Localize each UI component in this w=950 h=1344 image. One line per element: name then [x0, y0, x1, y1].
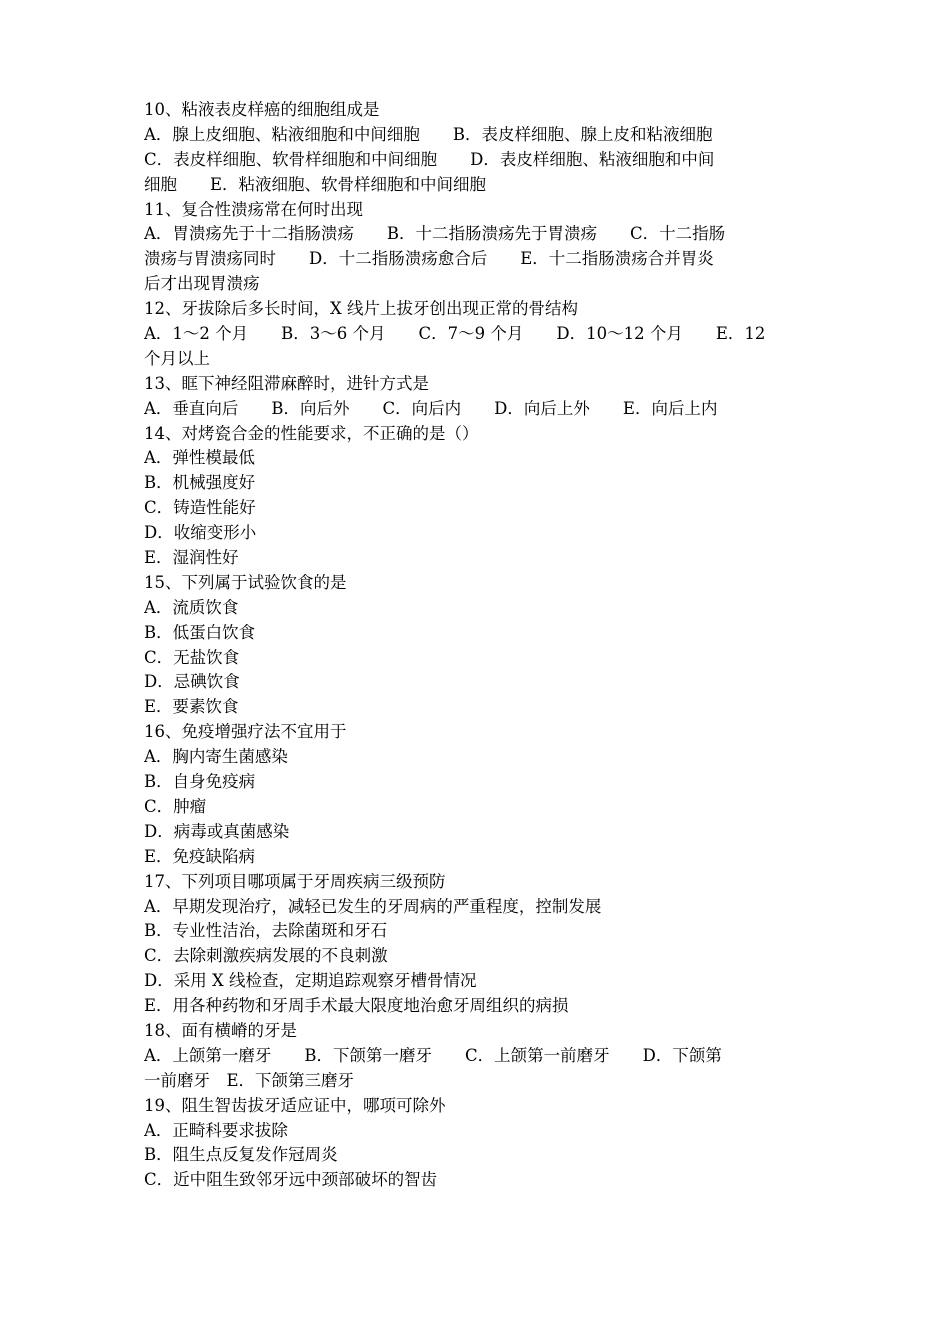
question-15-title: 15、下列属于试验饮食的是 — [144, 572, 347, 592]
question-16-option-c: C．肿瘤 — [144, 796, 207, 816]
question-19-title: 19、阻生智齿拔牙适应证中，哪项可除外 — [144, 1095, 446, 1115]
question-17-option-d: D．采用 X 线检查，定期追踪观察牙槽骨情况 — [144, 971, 477, 991]
question-17-option-c: C．去除刺激疾病发展的不良刺激 — [144, 946, 388, 966]
question-12-title: 12、牙拔除后多长时间，X 线片上拔牙创出现正常的骨结构 — [144, 299, 578, 319]
question-19-option-c: C．近中阻生致邻牙远中颈部破坏的智齿 — [144, 1170, 438, 1190]
question-10-options-line-3: 细胞 E．粘液细胞、软骨样细胞和中间细胞 — [144, 174, 487, 194]
question-11-options-line-1: A．胃溃疡先于十二指肠溃疡 B．十二指肠溃疡先于胃溃疡 C．十二指肠 — [144, 224, 726, 244]
question-15-option-d: D．忌碘饮食 — [144, 672, 240, 692]
question-16-option-a: A．胸内寄生菌感染 — [144, 747, 288, 767]
question-17-option-e: E．用各种药物和牙周手术最大限度地治愈牙周组织的病损 — [144, 996, 569, 1016]
question-19-option-b: B．阻生点反复发作冠周炎 — [144, 1145, 338, 1165]
question-10-options-line-1: A．腺上皮细胞、粘液细胞和中间细胞 B．表皮样细胞、腺上皮和粘液细胞 — [144, 124, 713, 144]
question-10-options-line-2: C．表皮样细胞、软骨样细胞和中间细胞 D．表皮样细胞、粘液细胞和中间 — [144, 149, 715, 169]
question-11-title: 11、复合性溃疡常在何时出现 — [144, 199, 363, 219]
question-17-title: 17、下列项目哪项属于牙周疾病三级预防 — [144, 871, 446, 891]
document-page — [144, 98, 808, 1193]
question-16-title: 16、免疫增强疗法不宜用于 — [144, 722, 347, 742]
question-19-option-a: A．正畸科要求拔除 — [144, 1120, 288, 1140]
question-17-option-b: B．专业性洁治，去除菌斑和牙石 — [144, 921, 388, 941]
question-13-options: A．垂直向后 B．向后外 C．向后内 D．向后上外 E．向后上内 — [144, 398, 718, 418]
question-17-option-a: A．早期发现治疗，减轻已发生的牙周病的严重程度，控制发展 — [144, 896, 602, 916]
question-15-option-c: C．无盐饮食 — [144, 647, 240, 667]
question-14-option-e: E．湿润性好 — [144, 548, 239, 568]
question-14-option-c: C．铸造性能好 — [144, 498, 256, 518]
question-16-option-e: E．免疫缺陷病 — [144, 846, 256, 866]
question-11-options-line-2: 溃疡与胃溃疡同时 D．十二指肠溃疡愈合后 E．十二指肠溃疡合并胃炎 — [144, 249, 714, 269]
question-13-title: 13、眶下神经阻滞麻醉时，进针方式是 — [144, 373, 429, 393]
question-16-option-b: B．自身免疫病 — [144, 772, 256, 792]
question-18-options-line-1: A．上颌第一磨牙 B．下颌第一磨牙 C．上颌第一前磨牙 D．下颌第 — [144, 1045, 722, 1065]
question-15-option-a: A．流质饮食 — [144, 597, 239, 617]
question-15-option-b: B．低蛋白饮食 — [144, 622, 256, 642]
question-14-title: 14、对烤瓷合金的性能要求，不正确的是（） — [144, 423, 479, 443]
question-16-option-d: D．病毒或真菌感染 — [144, 821, 290, 841]
question-14-option-b: B．机械强度好 — [144, 473, 256, 493]
question-11-options-line-3: 后才出现胃溃疡 — [144, 274, 260, 294]
question-12-options-line-2: 个月以上 — [144, 348, 210, 368]
question-14-option-d: D．收缩变形小 — [144, 523, 257, 543]
question-10-title: 10、粘液表皮样癌的细胞组成是 — [144, 100, 380, 119]
question-15-option-e: E．要素饮食 — [144, 697, 239, 717]
question-14-option-a: A．弹性模最低 — [144, 448, 255, 468]
question-18-options-line-2: 一前磨牙 E．下颌第三磨牙 — [144, 1070, 355, 1090]
question-18-title: 18、面有横嵴的牙是 — [144, 1020, 297, 1040]
question-12-options-line-1: A．1～2 个月 B．3～6 个月 C．7～9 个月 D．10～12 个月 E．12 — [144, 324, 766, 344]
